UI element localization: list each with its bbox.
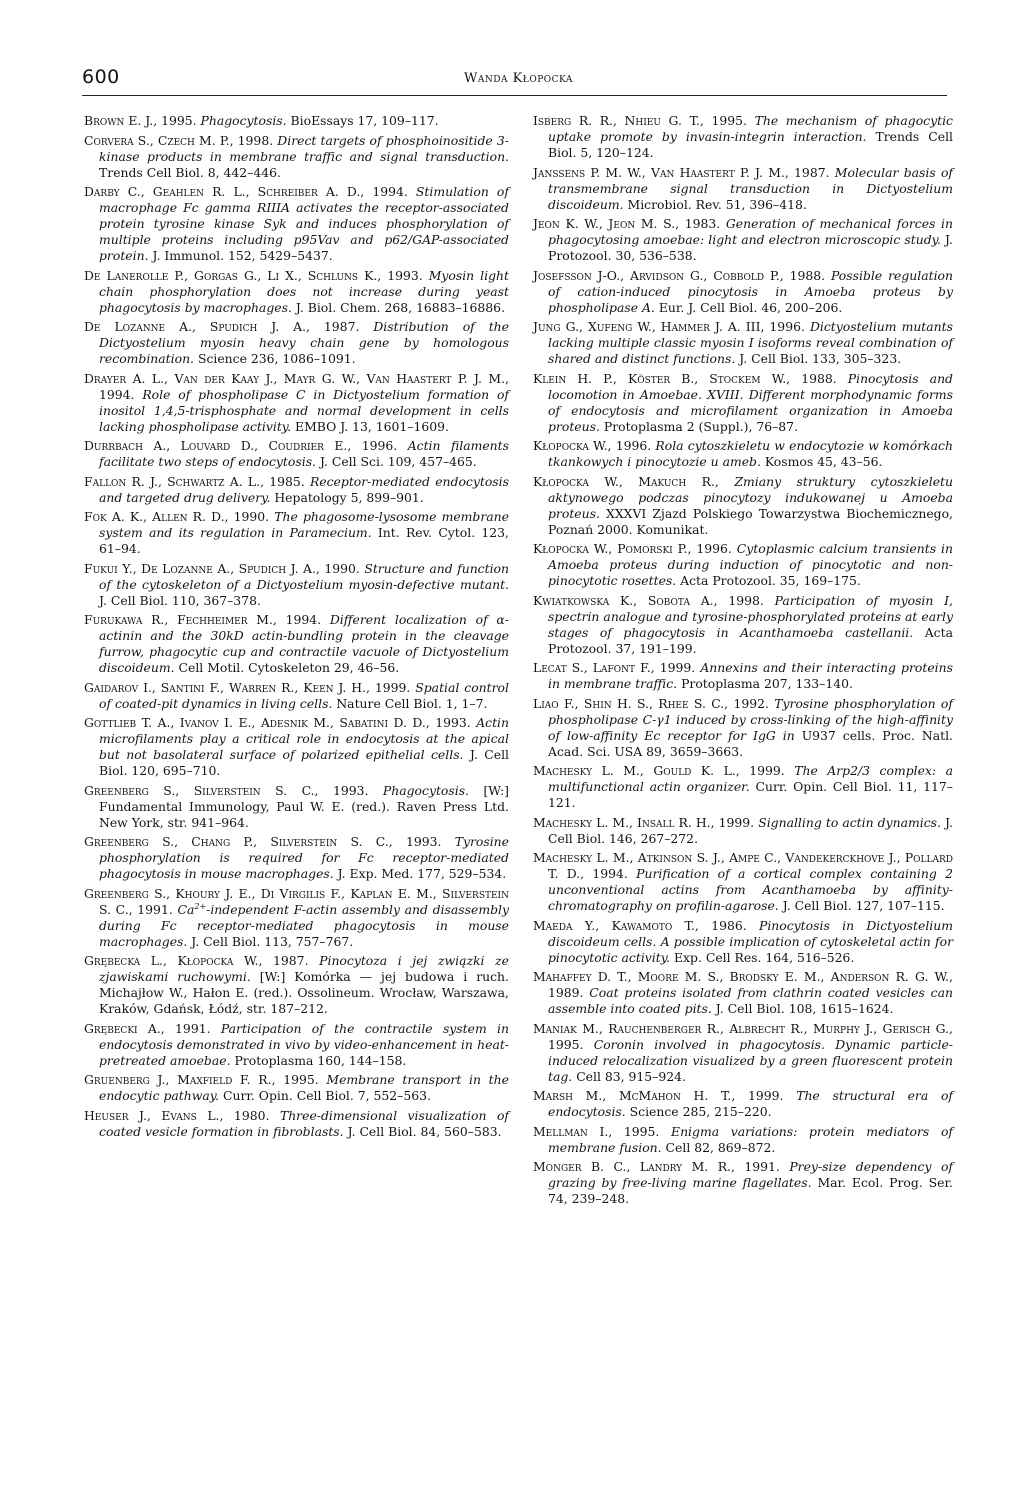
reference-authors: Gruenberg J., Maxfield F. R., 1995. [84, 1072, 319, 1087]
reference-source: Protoplasma 160, 144–158. [234, 1052, 407, 1068]
reference-entry [533, 918, 953, 966]
reference-authors: Greenberg S., Silverstein S. C., 1993. [84, 782, 369, 798]
reference-source: Acta Protozool. 37, 191–199. [548, 624, 953, 656]
reference-source: Int. Rev. Cytol. 123, 61–94. [99, 525, 509, 556]
reference-entry [84, 886, 509, 950]
reference-source: [W:] Fundamental Immunology, Paul W. E. (red.). Raven Press Ltd. New York, str. 941–964. [99, 782, 509, 830]
reference-title: Different localization of α-actinin and the 30kD actin-bundling protein in the cleavage furrow, phagocytic cup and contractile vacuole of Dictyostelium discoideum. [99, 612, 509, 675]
reference-source: J. Cell Sci. 109, 457–465. [319, 454, 477, 469]
reference-entry [84, 184, 509, 264]
reference-entry [533, 1021, 953, 1085]
reference-title: Tyrosine phosphorylation is required for Fc receptor-mediated phagocytosis in mouse macrophages. [99, 834, 509, 881]
reference-source: J. Protozool. 30, 536–538. [548, 232, 953, 263]
reference-authors: Liao F., Shin H. S., Rhee S. C., 1992. [533, 695, 769, 711]
reference-entry [84, 680, 509, 712]
reference-source: J. Cell Biol. 108, 1615–1624. [715, 1001, 894, 1016]
reference-source: XXXVI Zjazd Polskiego Towarzystwa Biochemicznego, Poznań 2000. Komunikat. [548, 505, 953, 537]
reference-source: Cell 82, 869–872. [665, 1139, 776, 1155]
reference-authors: Kłopocka W., 1996. [533, 438, 652, 453]
reference-entry [533, 1088, 953, 1120]
reference-authors: Janssens P. M. W., Van Haastert P. J. M., 1987. [533, 164, 830, 180]
reference-source: Hepatology 5, 899–901. [274, 489, 424, 505]
reference-entry [533, 113, 953, 161]
reference-title: Role of phospholipase C in Dictyostelium formation of inositol 1,4,5-trisphosphate and normal development in cells lacking phospholipase activity. [99, 386, 509, 434]
reference-authors: Monger B. C., Landry M. R., 1991. [533, 1159, 780, 1174]
reference-source: EMBO J. 13, 1601–1609. [295, 418, 449, 434]
reference-title: Molecular basis of transmembrane signal transduction in Dictyostelium discoideum. [548, 164, 953, 212]
reference-source: Trends Cell Biol. 8, 442–446. [99, 164, 281, 180]
reference-source: Curr. Opin. Cell Biol. 7, 552–563. [222, 1088, 431, 1103]
reference-authors: Machesky L. M., Insall R. H., 1999. [533, 814, 755, 830]
reference-authors: Fallon R. J., Schwartz A. L., 1985. [84, 473, 305, 489]
reference-authors: Jung G., Xufeng W., Hammer J. A. III, 1996. [533, 319, 805, 334]
reference-entry [533, 660, 953, 692]
reference-entry [84, 715, 509, 779]
reference-authors: Corvera S., Czech M. P., 1998. [84, 132, 274, 148]
reference-column-right [533, 113, 953, 1211]
reference-entry [533, 541, 953, 589]
reference-title: Prey-size dependency of grazing by free-living marine flagellates. [548, 1159, 953, 1190]
reference-entry [84, 371, 509, 435]
reference-entry [84, 268, 509, 316]
reference-authors: De Lanerolle P., Gorgas G., Li X., Schluns K., 1993. [84, 267, 423, 283]
reference-source: Microbiol. Rev. 51, 396–418. [627, 196, 807, 212]
reference-entry [533, 593, 953, 657]
reference-entry [533, 371, 953, 435]
reference-title: Membrane transport in the endocytic pathway. [99, 1072, 509, 1103]
reference-source: J. Cell Biol. 146, 267–272. [548, 814, 953, 846]
reference-source: Acta Protozool. 35, 169–175. [680, 573, 861, 588]
reference-title: Rola cytoszkieletu w endocytozie w komórkach tkankowych i pinocytozie u ameb. [548, 438, 953, 469]
reference-source: Nature Cell Biol. 1, 1–7. [336, 695, 488, 711]
reference-title: Direct targets of phosphoinositide 3-kinase products in membrane traffic and signal transduction. [99, 132, 509, 164]
reference-authors: Marsh M., McMahon H. T., 1999. [533, 1088, 784, 1103]
reference-source: J. Cell Biol. 113, 757–767. [191, 933, 354, 949]
reference-source: J. Cell Biol. 84, 560–583. [347, 1123, 502, 1139]
reference-authors: Grębecka L., Kłopocka W., 1987. [84, 953, 309, 968]
reference-source: J. Cell Biol. 133, 305–323. [739, 351, 902, 366]
reference-authors: Machesky L. M., Gould K. L., 1999. [533, 763, 785, 778]
reference-title: Purification of a cortical complex containing 2 unconventional actins from Acanthamoeba by affinity-chromatography on profilin-agarose. [548, 866, 953, 913]
header-rule [82, 95, 947, 96]
reference-title: Myosin light chain phosphorylation does not increase during yeast phagocytosis by macrophages. [99, 267, 509, 315]
reference-entry [533, 216, 953, 264]
reference-authors: Darby C., Geahlen R. L., Schreiber A. D., 1994. [84, 184, 408, 199]
reference-title: Phagocytosis. [382, 782, 469, 798]
reference-title: Pinocytoza i jej związki ze zjawiskami ruchowymi. [99, 953, 509, 984]
reference-source: BioEssays 17, 109–117. [290, 113, 439, 128]
reference-entry [533, 268, 953, 316]
reference-entry [533, 815, 953, 847]
reference-source: J. Cell Biol. 127, 107–115. [782, 898, 945, 913]
reference-title: Spatial control of coated-pit dynamics in living cells. [99, 679, 509, 711]
reference-title: The structural era of endocytosis. [548, 1088, 953, 1119]
reference-authors: Heuser J., Evans L., 1980. [84, 1107, 270, 1123]
reference-entry [84, 561, 509, 609]
reference-title: Pinocytosis and locomotion in Amoebae. XVIII. Different morphodynamic forms of endocytosis and microfilament organization in Amoeba proteus. [548, 370, 953, 434]
reference-authors: De Lozanne A., Spudich J. A., 1987. [84, 319, 360, 334]
page-header [82, 66, 947, 96]
reference-title: Phagocytosis. [200, 113, 287, 128]
reference-authors: Lecat S., Lafont F., 1999. [533, 660, 696, 675]
reference-authors: Durrbach A., Louvard D., Coudrier E., 1996. [84, 438, 398, 453]
reference-source: U937 cells. Proc. Natl. Acad. Sci. USA 89, 3659–3663. [548, 727, 953, 759]
reference-entry [84, 113, 509, 129]
reference-title: Signalling to actin dynamics. [758, 814, 941, 830]
reference-authors: Gottlieb T. A., Ivanov I. E., Adesnik M., Sabatini D. D., 1993. [84, 715, 471, 730]
reference-entry [533, 165, 953, 213]
reference-title: Receptor-mediated endocytosis and targeted drug delivery. [99, 473, 509, 505]
reference-title: The mechanism of phagocytic uptake promote by invasin-integrin interaction. [548, 113, 953, 144]
reference-source: J. Immunol. 152, 5429–5437. [152, 248, 333, 263]
reference-authors: Greenberg S., Khoury J. E., Di Virgilis F., Kaplan E. M., Silverstein S. C., 1991. [84, 885, 509, 917]
reference-authors: Brown E. J., 1995. [84, 113, 197, 128]
reference-authors: Mahaffey D. T., Moore M. S., Brodsky E. M., Anderson R. G. W., 1989. [533, 969, 953, 1000]
reference-authors: Machesky L. M., Atkinson S. J., Ampe C., Vandekerckhove J., Pollard T. D., 1994. [533, 850, 953, 881]
reference-authors: Jeon K. W., Jeon M. S., 1983. [533, 216, 721, 231]
reference-authors: Drayer A. L., Van der Kaay J., Mayr G. W., Van Haastert P. J. M., 1994. [84, 370, 509, 402]
reference-entry [84, 1072, 509, 1104]
reference-entry [533, 1124, 953, 1156]
reference-source: Kosmos 45, 43–56. [764, 454, 883, 469]
reference-authors: Gaidarov I., Santini F., Warren R., Keen J. H., 1999. [84, 679, 411, 695]
reference-source: Cell Motil. Cytoskeleton 29, 46–56. [178, 660, 400, 675]
reference-title: Annexins and their interacting proteins in membrane traffic. [548, 660, 953, 691]
reference-authors: Maniak M., Rauchenberger R., Albrecht R., Murphy J., Gerisch G., 1995. [533, 1020, 953, 1052]
reference-title: Participation of the contractile system in endocytosis demonstrated in vivo by video-enhancement in heat-pretreated amoebae. [99, 1020, 509, 1068]
reference-entry [533, 850, 953, 914]
reference-title: Three-dimensional visualization of coated vesicle formation in fibroblasts. [99, 1107, 509, 1139]
page-number: 600 [82, 66, 120, 88]
reference-title: Generation of mechanical forces in phagocytosing amoebae: light and electron microscopic study. [548, 216, 954, 247]
reference-title: -independent F-actin assembly and disassembly during Fc receptor-mediated phagocytosis in mouse macrophages. [99, 901, 509, 949]
reference-source: Protoplasma 207, 133–140. [681, 676, 853, 691]
reference-authors: Isberg R. R., Nhieu G. T., 1995. [533, 113, 747, 128]
reference-entry [533, 438, 953, 470]
reference-source: Eur. J. Cell Biol. 46, 200–206. [658, 299, 843, 315]
reference-entry [533, 696, 953, 760]
reference-authors: Greenberg S., Chang P., Silverstein S. C., 1993. [84, 834, 442, 849]
reference-entry [84, 319, 509, 367]
reference-source: [W:] Komórka — jej budowa i ruch. Michajłow W., Hałon E. (red.). Ossolineum. Wrocław, Warszawa, Kraków, Gdańsk, Łódź, str. 187–212. [99, 969, 509, 1016]
reference-entry [533, 969, 953, 1017]
reference-entry [533, 763, 953, 811]
reference-source: J. Exp. Med. 177, 529–534. [337, 866, 507, 881]
reference-source: Mar. Ecol. Prog. Ser. 74, 239–248. [548, 1175, 953, 1206]
reference-title: The phagosome-lysosome membrane system and its regulation in Paramecium. [99, 509, 509, 540]
reference-entry [533, 319, 953, 367]
reference-entry [84, 1021, 509, 1069]
reference-title: Pinocytosis in Dictyostelium discoideum cells. A possible implication of cytoskeletal actin for pinocytotic activity. [548, 917, 953, 965]
reference-title: Enigma variations: protein mediators of membrane fusion. [548, 1123, 953, 1155]
reference-column-left [84, 113, 509, 1143]
reference-title: Distribution of the Dictyostelium myosin heavy chain gene by homologous recombination. [99, 319, 509, 366]
reference-source: Curr. Opin. Cell Biol. 11, 117–121. [548, 779, 953, 810]
reference-source: J. Cell Biol. 120, 695–710. [99, 747, 509, 778]
reference-source: Protoplasma 2 (Suppl.), 76–87. [603, 418, 799, 434]
reference-title: Participation of myosin I, spectrin analogue and tyrosine-phosphorylated proteins at early stages of phagocytosis in Acanthamoeba castellanii. [548, 592, 953, 640]
reference-source: Exp. Cell Res. 164, 516–526. [674, 949, 855, 965]
reference-title: Dictyostelium mutants lacking multiple classic myosin I isoforms reveal combination of shared and distinct functions. [548, 319, 953, 366]
reference-entry [84, 438, 509, 470]
reference-title: Actin microfilaments play a critical role in endocytosis at the apical but not basolateral surface of polarized epithelial cells. [99, 715, 509, 762]
reference-authors: Mellman I., 1995. [533, 1123, 660, 1139]
reference-entry [84, 783, 509, 831]
reference-title: Stimulation of macrophage Fc gamma RIIIA activates the receptor-associated protein tyrosine kinase Syk and induces phosphorylation of multiple proteins including p95Vav and p62/GAP-associated protein. [99, 184, 509, 263]
reference-entry [84, 953, 509, 1017]
reference-authors: Grębecki A., 1991. [84, 1020, 211, 1036]
reference-entry [84, 612, 509, 676]
reference-title: Structure and function of the cytoskeleton of a Dictyostelium myosin-defective mutant. [99, 560, 509, 592]
reference-entry [84, 834, 509, 882]
running-head: Wanda Kłopocka [464, 71, 573, 86]
reference-authors: Furukawa R., Fechheimer M., 1994. [84, 612, 322, 627]
reference-authors: Kłopocka W., Makuch R., [533, 473, 719, 489]
reference-title: Possible regulation of cation-induced pinocytosis in Amoeba proteus by phospholipase A. [548, 267, 953, 315]
reference-authors: Fok A. K., Allen R. D., 1990. [84, 509, 270, 524]
reference-title: Zmiany struktury cytoszkieletu aktynowego podczas pinocytozy indukowanej u Amoeba proteus. [548, 473, 953, 521]
reference-source: Cell 83, 915–924. [576, 1068, 686, 1084]
reference-entry [84, 509, 509, 557]
reference-title: The Arp2/3 complex: a multifunctional actin organizer. [548, 763, 953, 794]
reference-source: J. Biol. Chem. 268, 16883–16886. [295, 299, 506, 315]
reference-title: Actin filaments facilitate two steps of endocytosis. [99, 438, 509, 469]
reference-authors: Maeda Y., Kawamoto T., 1986. [533, 917, 747, 933]
reference-source: J. Cell Biol. 110, 367–378. [99, 592, 261, 608]
reference-source: Science 285, 215–220. [629, 1104, 772, 1119]
reference-title: Cytoplasmic calcium transients in Amoeba proteus during induction of pinocytotic and non-pinocytotic rosettes. [548, 541, 953, 588]
reference-authors: Kłopocka W., Pomorski P., 1996. [533, 541, 732, 556]
reference-title-prefix: Ca [177, 901, 195, 917]
reference-authors: Klein H. P., Köster B., Stockem W., 1988. [533, 370, 837, 386]
reference-authors: Josefsson J-O., Arvidson G., Cobbold P., 1988. [533, 267, 826, 283]
reference-entry [84, 133, 509, 181]
reference-entry [533, 1159, 953, 1207]
reference-authors: Fukui Y., De Lozanne A., Spudich J. A., 1990. [84, 560, 360, 576]
reference-source: Trends Cell Biol. 5, 120–124. [548, 129, 953, 160]
reference-title: Coronin involved in phagocytosis. Dynamic particle-induced relocalization visualized by a green fluorescent protein tag. [548, 1036, 953, 1084]
reference-source: Science 236, 1086–1091. [197, 351, 356, 366]
reference-title: Tyrosine phosphorylation of phospholipase C-γ1 induced by cross-linking of the high-affinity of low-affinity Ec receptor for IgG in [548, 695, 953, 743]
reference-entry [533, 474, 953, 538]
reference-entry [84, 1108, 509, 1140]
reference-entry [84, 474, 509, 506]
reference-title: Coat proteins isolated from clathrin coated vesicles can assemble into coated pits. [548, 985, 953, 1016]
reference-authors: Kwiatkowska K., Sobota A., 1998. [533, 592, 764, 608]
reference-title-superscript: 2+ [194, 901, 207, 911]
